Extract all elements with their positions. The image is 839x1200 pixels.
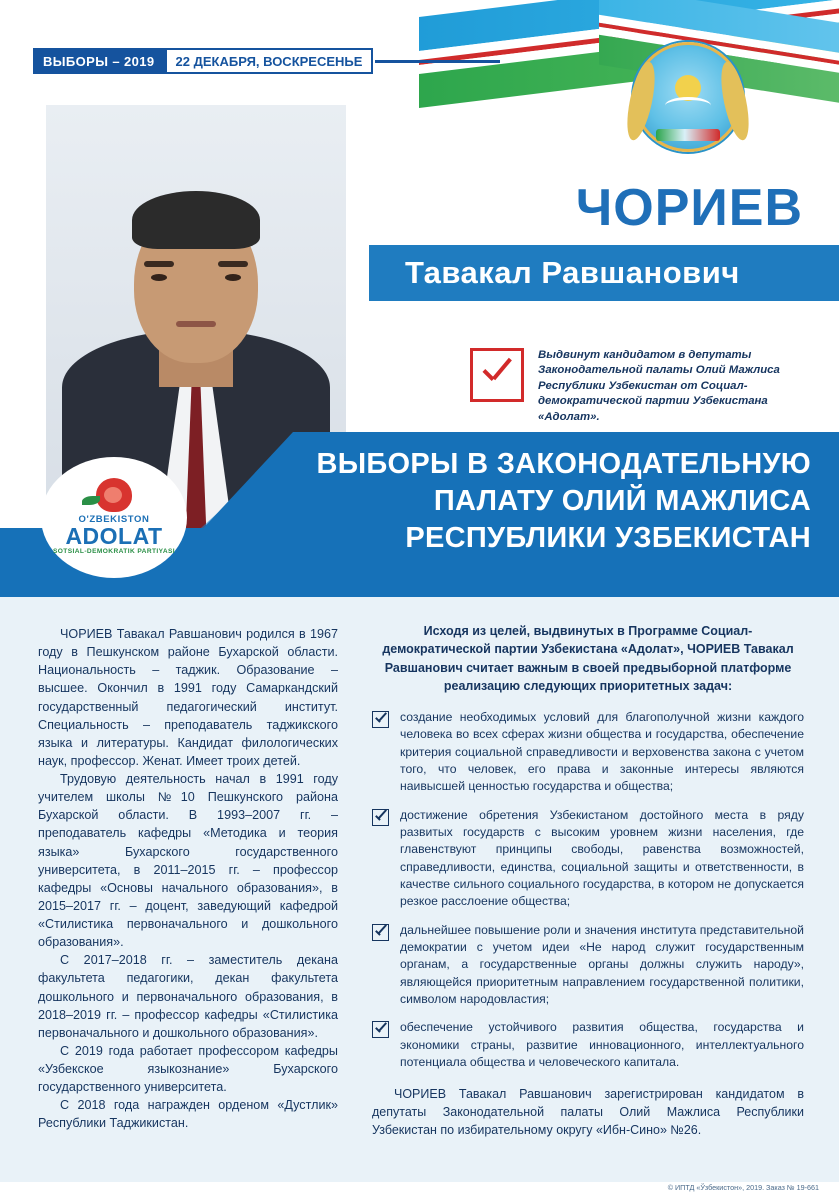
- portrait-eye-left: [151, 274, 167, 281]
- portrait-mouth: [176, 321, 216, 327]
- platform-intro: Исходя из целей, выдвинутых в Программе Социал-демократической партии Узбекистана «Адолат», ЧОРИЕВ Тавакал Равшанович считает важным в своей предвыборной платформе реализацию следующих приоритетных задач:: [382, 624, 794, 693]
- party-logo-subtitle: SOTSIAL-DEMOKRATIK PARTIYASI: [52, 548, 176, 556]
- platform-column: [372, 622, 804, 1139]
- imprint: © ИПТД «Ўзбекистон», 2019. Заказ № 19-661: [667, 1183, 819, 1192]
- party-logo-top-text: O'ZBEKISTON: [78, 514, 150, 526]
- uzbekistan-flag-ribbon: [419, 0, 839, 175]
- portrait-brow-right: [218, 261, 248, 267]
- leaf-icon: [82, 496, 100, 505]
- banner-line-1: ВЫБОРЫ В ЗАКОНОДАТЕЛЬНУЮ: [316, 448, 811, 480]
- election-date: 22 ДЕКАБРЯ, ВОСКРЕСЕНЬЕ: [165, 48, 374, 74]
- badge-rule: [375, 60, 500, 63]
- uzbekistan-state-emblem: [633, 42, 743, 152]
- biography-paragraph: С 2019 года работает профессором кафедры «Узбекское языкознание» Бухарского государственного университета.: [38, 1043, 338, 1095]
- biography-column: [38, 625, 338, 1133]
- checkbox-icon: [372, 924, 389, 941]
- candidate-name-bar: [369, 245, 839, 301]
- checkbox-icon: [372, 1021, 389, 1038]
- banner-title: [191, 446, 811, 557]
- candidate-fullname: Тавакал Равшанович: [405, 255, 740, 290]
- biography-paragraph: С 2018 года награжден орденом «Дустлик» Республики Таджикистан.: [38, 1098, 338, 1131]
- rose-icon: [96, 478, 132, 512]
- candidate-surname: ЧОРИЕВ: [575, 179, 803, 237]
- party-logo-name: ADOLAT: [65, 523, 163, 550]
- election-date-badge: [33, 48, 500, 74]
- biography-paragraph: ЧОРИЕВ Тавакал Равшанович родился в 1967 году в Пешкунском районе Бухарской области. Национальность – таджик. Образование – высшее. Окончил в 1991 году Самаркандский государственный педагогический институт. Специальность – преподаватель таджикского языка и литературы. Кандидат филологических наук, профессор. Женат. Имеет троих детей.: [38, 627, 338, 768]
- banner-line-3: РЕСПУБЛИКИ УЗБЕКИСТАН: [405, 522, 811, 555]
- party-logo: [44, 460, 184, 575]
- platform-task-item: [372, 709, 804, 796]
- registration-note: ЧОРИЕВ Тавакал Равшанович зарегистрирован кандидатом в депутаты Законодательной палаты Олий Мажлиса Республики Узбекистан по избирательному округу «Ибн-Сино» №26.: [372, 1087, 804, 1138]
- platform-task-item: [372, 1019, 804, 1071]
- banner-line-2: ПАЛАТУ ОЛИЙ МАЖЛИСА: [433, 485, 811, 518]
- biography-paragraph: Трудовую деятельность начал в 1991 году учителем школы №10 Пешкунского района Бухарской области. В 1993–2007 гг. – преподаватель кафедры «Методика и теория языка» Бухарского государственного университета, в 2011–2015 гг. – профессор кафедры «Основы начального образования», в 2015–2017 гг. – доцент, заведующий кафедрой «Стилистика первоначального и дошкольного образования».: [38, 772, 338, 950]
- nomination-text: Выдвинут кандидатом в депутаты Законодательной палаты Олий Мажлиса Республики Узбекистан от Социал-демократической партии Узбекистана «Адолат».: [538, 349, 780, 423]
- platform-task-text: обеспечение устойчивого развития общества, государства и экономики страны, развитие инновационного, интеллектуального потенциала общества и человеческого капитала.: [400, 1020, 804, 1069]
- nomination-note: [470, 348, 800, 425]
- biography-paragraph: С 2017–2018 гг. – заместитель декана факультета педагогики, декан факультета дошкольного и первоначального образования, в 2018–2019 гг. – профессор кафедры «Стилистика первоначального и дошкольного образования».: [38, 953, 338, 1040]
- portrait-brow-left: [144, 261, 174, 267]
- platform-task-item: [372, 922, 804, 1009]
- humo-bird-icon: [665, 97, 711, 114]
- platform-task-text: дальнейшее повышение роли и значения института представительной демократии с учетом идеи «Не народ служит государственным органам, а государственные органы должны служить народу», являющейся приоритетным направлением государственной политики, символом народовластия;: [400, 922, 804, 1006]
- checkbox-icon: [372, 711, 389, 728]
- platform-task-text: создание необходимых условий для благополучной жизни каждого человека во всех сферах жизни общества и государства, обеспечение критерия социальной справедливости и верховенства закона с учетом того, что человек, его права и законные интересы являются наивысшей ценностью государства и общества;: [400, 710, 804, 794]
- election-label: ВЫБОРЫ – 2019: [33, 48, 165, 74]
- platform-task-item: [372, 807, 804, 911]
- portrait-hair: [132, 191, 260, 249]
- platform-task-text: достижение обретения Узбекистаном достойного места в ряду развитых государств с высоким уровнем жизни населения, где главенствуют принципы свободы, равенства возможностей, справедливости, единства, социальной защиты и ответственности, в качестве сильного социального государства, в котором не допускается резкое расслоение общества;: [400, 807, 804, 909]
- checkbox-icon: [372, 809, 389, 826]
- portrait-eye-right: [225, 274, 241, 281]
- emblem-ribbon: [656, 129, 720, 141]
- red-checkmark-box-icon: [470, 348, 524, 402]
